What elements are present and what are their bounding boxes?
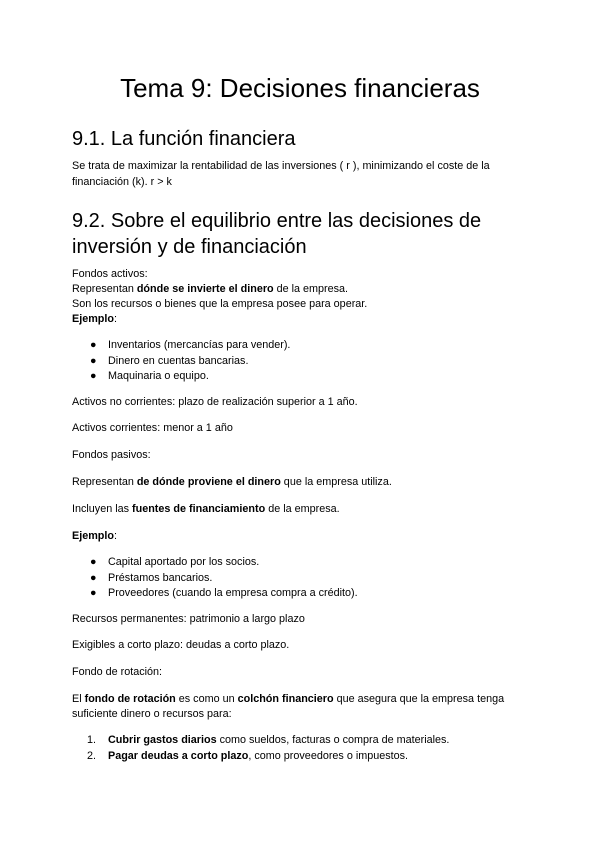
pasivos-post-text: que la empresa utiliza. — [280, 476, 392, 488]
fr-bold-2: colchón financiero — [237, 693, 334, 705]
bullet-icon: ● — [90, 571, 97, 584]
ejemplo-label-1 — [72, 312, 528, 328]
list-item-rest: , como proveedores o impuestos. — [248, 749, 409, 762]
fr-post-text: que asegura que la empresa tenga — [333, 693, 505, 705]
ejemplo-1-colon: : — [114, 313, 117, 325]
list-item-text: Préstamos bancarios. — [108, 571, 213, 584]
list-item-text: Inventarios (mercancías para vender). — [108, 339, 291, 351]
pasivos-bold-text: de dónde proviene el dinero — [136, 476, 281, 488]
fr-pre-text: El — [72, 693, 85, 705]
list-item — [72, 586, 528, 602]
list-item — [72, 338, 528, 354]
fondos-activos-label: Fondos activos: — [72, 268, 148, 280]
activos-definition-line — [72, 282, 528, 298]
fondo-rotacion-line-2: suficiente dinero o recursos para: — [72, 708, 232, 720]
list-item — [72, 733, 528, 749]
ejemplo-2-colon: : — [114, 530, 117, 542]
activos-examples-list — [72, 338, 528, 385]
fr-bold-1: fondo de rotación — [84, 693, 176, 705]
activos-bold-text: dónde se invierte el dinero — [136, 283, 274, 295]
section-1-text-line-1: Se trata de maximizar la rentabilidad de las inversiones ( r ), minimizando el coste de la — [72, 160, 490, 172]
list-item-text: Maquinaria o equipo. — [108, 370, 209, 382]
list-item — [72, 749, 528, 765]
list-item — [72, 369, 528, 385]
exigibles-corto-plazo: Exigibles a corto plazo: deudas a corto plazo. — [72, 639, 290, 651]
pasivos-pre-text: Representan — [72, 476, 137, 488]
bullet-icon: ● — [90, 556, 97, 568]
incluyen-pre-text: Incluyen las — [72, 503, 133, 515]
activos-description-line: Son los recursos o bienes que la empresa posee para operar. — [72, 298, 368, 310]
activos-no-corrientes: Activos no corrientes: plazo de realización superior a 1 año. — [72, 396, 358, 408]
section-2-heading-line-1: 9.2. Sobre el equilibrio entre las decisiones de — [72, 210, 482, 232]
page-title: Tema 9: Decisiones financieras — [120, 73, 480, 103]
activos-pre-text: Representan — [72, 283, 137, 295]
section-1-text-line-2: financiación (k). r > k — [72, 176, 172, 188]
list-item-text: Dinero en cuentas bancarias. — [108, 354, 249, 367]
incluyen-line — [72, 502, 528, 518]
list-item-bold: Cubrir gastos diarios — [108, 734, 217, 746]
fondo-rotacion-label: Fondo de rotación: — [72, 666, 163, 678]
bullet-icon: ● — [90, 339, 97, 351]
fondos-pasivos-label: Fondos pasivos: — [72, 449, 151, 461]
list-number: 1. — [87, 734, 97, 746]
ejemplo-label-2 — [72, 529, 528, 545]
bullet-icon: ● — [90, 587, 97, 599]
fondo-rotacion-line-1 — [72, 692, 528, 708]
ejemplo-1-bold: Ejemplo — [72, 313, 114, 325]
list-item-text: Proveedores (cuando la empresa compra a crédito). — [108, 587, 358, 599]
activos-post-text: de la empresa. — [273, 283, 349, 295]
section-1-heading: 9.1. La función financiera — [72, 128, 296, 150]
list-item-rest: como sueldos, facturas o compra de materiales. — [216, 734, 450, 746]
pasivos-definition-line — [72, 475, 528, 491]
list-item — [72, 571, 528, 587]
activos-corrientes: Activos corrientes: menor a 1 año — [72, 422, 233, 434]
list-item — [72, 555, 528, 571]
list-item — [72, 354, 528, 370]
bullet-icon: ● — [90, 370, 97, 382]
section-2-heading-line-2: inversión y de financiación — [72, 236, 307, 258]
pasivos-examples-list — [72, 555, 528, 602]
numbered-list — [72, 733, 528, 764]
fr-mid-text: es como un — [175, 693, 238, 705]
recursos-permanentes: Recursos permanentes: patrimonio a largo plazo — [72, 613, 305, 625]
ejemplo-2-bold: Ejemplo — [72, 530, 114, 542]
list-item-text: Capital aportado por los socios. — [108, 556, 260, 568]
incluyen-post-text: de la empresa. — [265, 503, 340, 515]
list-item-bold: Pagar deudas a corto plazo — [108, 749, 249, 762]
list-number: 2. — [87, 749, 97, 762]
bullet-icon: ● — [90, 354, 97, 367]
incluyen-bold-text: fuentes de financiamiento — [132, 503, 266, 515]
